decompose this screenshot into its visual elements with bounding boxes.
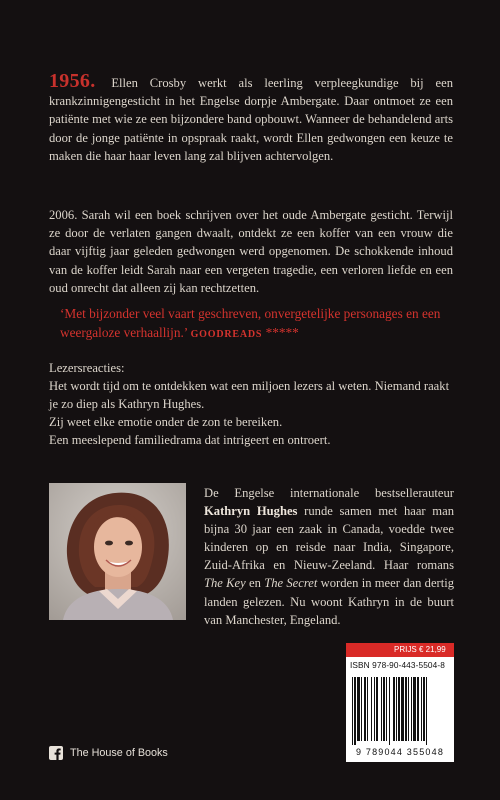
- bio-pre: De Engelse internationale bestsellerauteur: [204, 486, 454, 500]
- bio-author-name: Kathryn Hughes: [204, 504, 298, 519]
- bio-post: worden in meer dan dertig landen gelezen. Nu woont Kathryn in de buurt van Manchester, Engeland.: [204, 576, 455, 627]
- barcode-icon: [350, 677, 450, 745]
- price-strip: [346, 643, 454, 657]
- bio-mid: runde samen met haar man bijna 30 jaar een zaak in Canada, voedde twee kinderen op en reisde naar India, Singapore, Zuid-Afrika en Nieuw-Zeeland. Haar romans: [204, 504, 454, 573]
- price-barcode-box: [346, 643, 454, 762]
- intro-text: Ellen Crosby werkt als leerling verpleegkundige bij een krankzinnigengesticht in het Engelse dorpje Ambergate. Daar ontmoet ze een patiënte met wie ze een bijzondere band opbouwt. Wanneer de behandelend arts door de jonge patiënte in opspraak raakt, wordt Ellen gedwongen een keuze te maken die haar haar leven lang zal blijven achtervolgen.: [49, 76, 453, 163]
- quote-stars: *****: [265, 325, 299, 340]
- quote-source: GOODREADS: [190, 329, 263, 340]
- author-portrait-illustration: [49, 483, 186, 620]
- bio-title-1: The Key: [204, 576, 246, 591]
- intro-year: 1956.: [49, 70, 96, 92]
- bio-and: en: [249, 576, 261, 591]
- reviews-heading: Lezersreacties:: [49, 361, 125, 375]
- intro-paragraph: [49, 72, 453, 165]
- review-quote: [60, 304, 450, 344]
- publisher: [49, 743, 168, 763]
- reader-reviews: [49, 360, 459, 450]
- review-line: Het wordt tijd om te ontdekken wat een miljoen lezers al weten. Niemand raakt je zo diep als Kathryn Hughes.: [49, 378, 450, 411]
- price-value: € 21,99: [419, 645, 446, 654]
- ean-number: 9 789044 355048: [355, 747, 445, 757]
- quote-text: ‘Met bijzonder veel vaart geschreven, onvergetelijke personages en een weergaloze verhaallijn.’: [60, 306, 441, 340]
- bio-title-2: The Secret: [264, 576, 318, 591]
- story-paragraph: 2006. Sarah wil een boek schrijven over het oude Ambergate gesticht. Terwijl ze door de verlaten gangen dwaalt, ontdekt ze een koffer van een vrouw die daar vijftig jaar geleden gedwongen werd opgenomen. De schokkende inhoud van de koffer leidt Sarah naar een vergeten tragedie, een verloren liefde en een oud onrecht dat alleen zij kan rechtzetten.: [49, 208, 453, 295]
- price-label: PRIJS: [394, 645, 417, 654]
- review-line: Zij weet elke emotie onder de zon te bereiken.: [49, 414, 283, 429]
- author-bio: [204, 484, 454, 629]
- author-photo: [49, 483, 186, 620]
- publisher-name: The House of Books: [70, 747, 168, 759]
- facebook-icon: [49, 746, 63, 760]
- isbn-text: ISBN 978-90-443-5504-8: [350, 660, 445, 670]
- review-line: Een meeslepend familiedrama dat intrigeert en ontroert.: [49, 432, 331, 447]
